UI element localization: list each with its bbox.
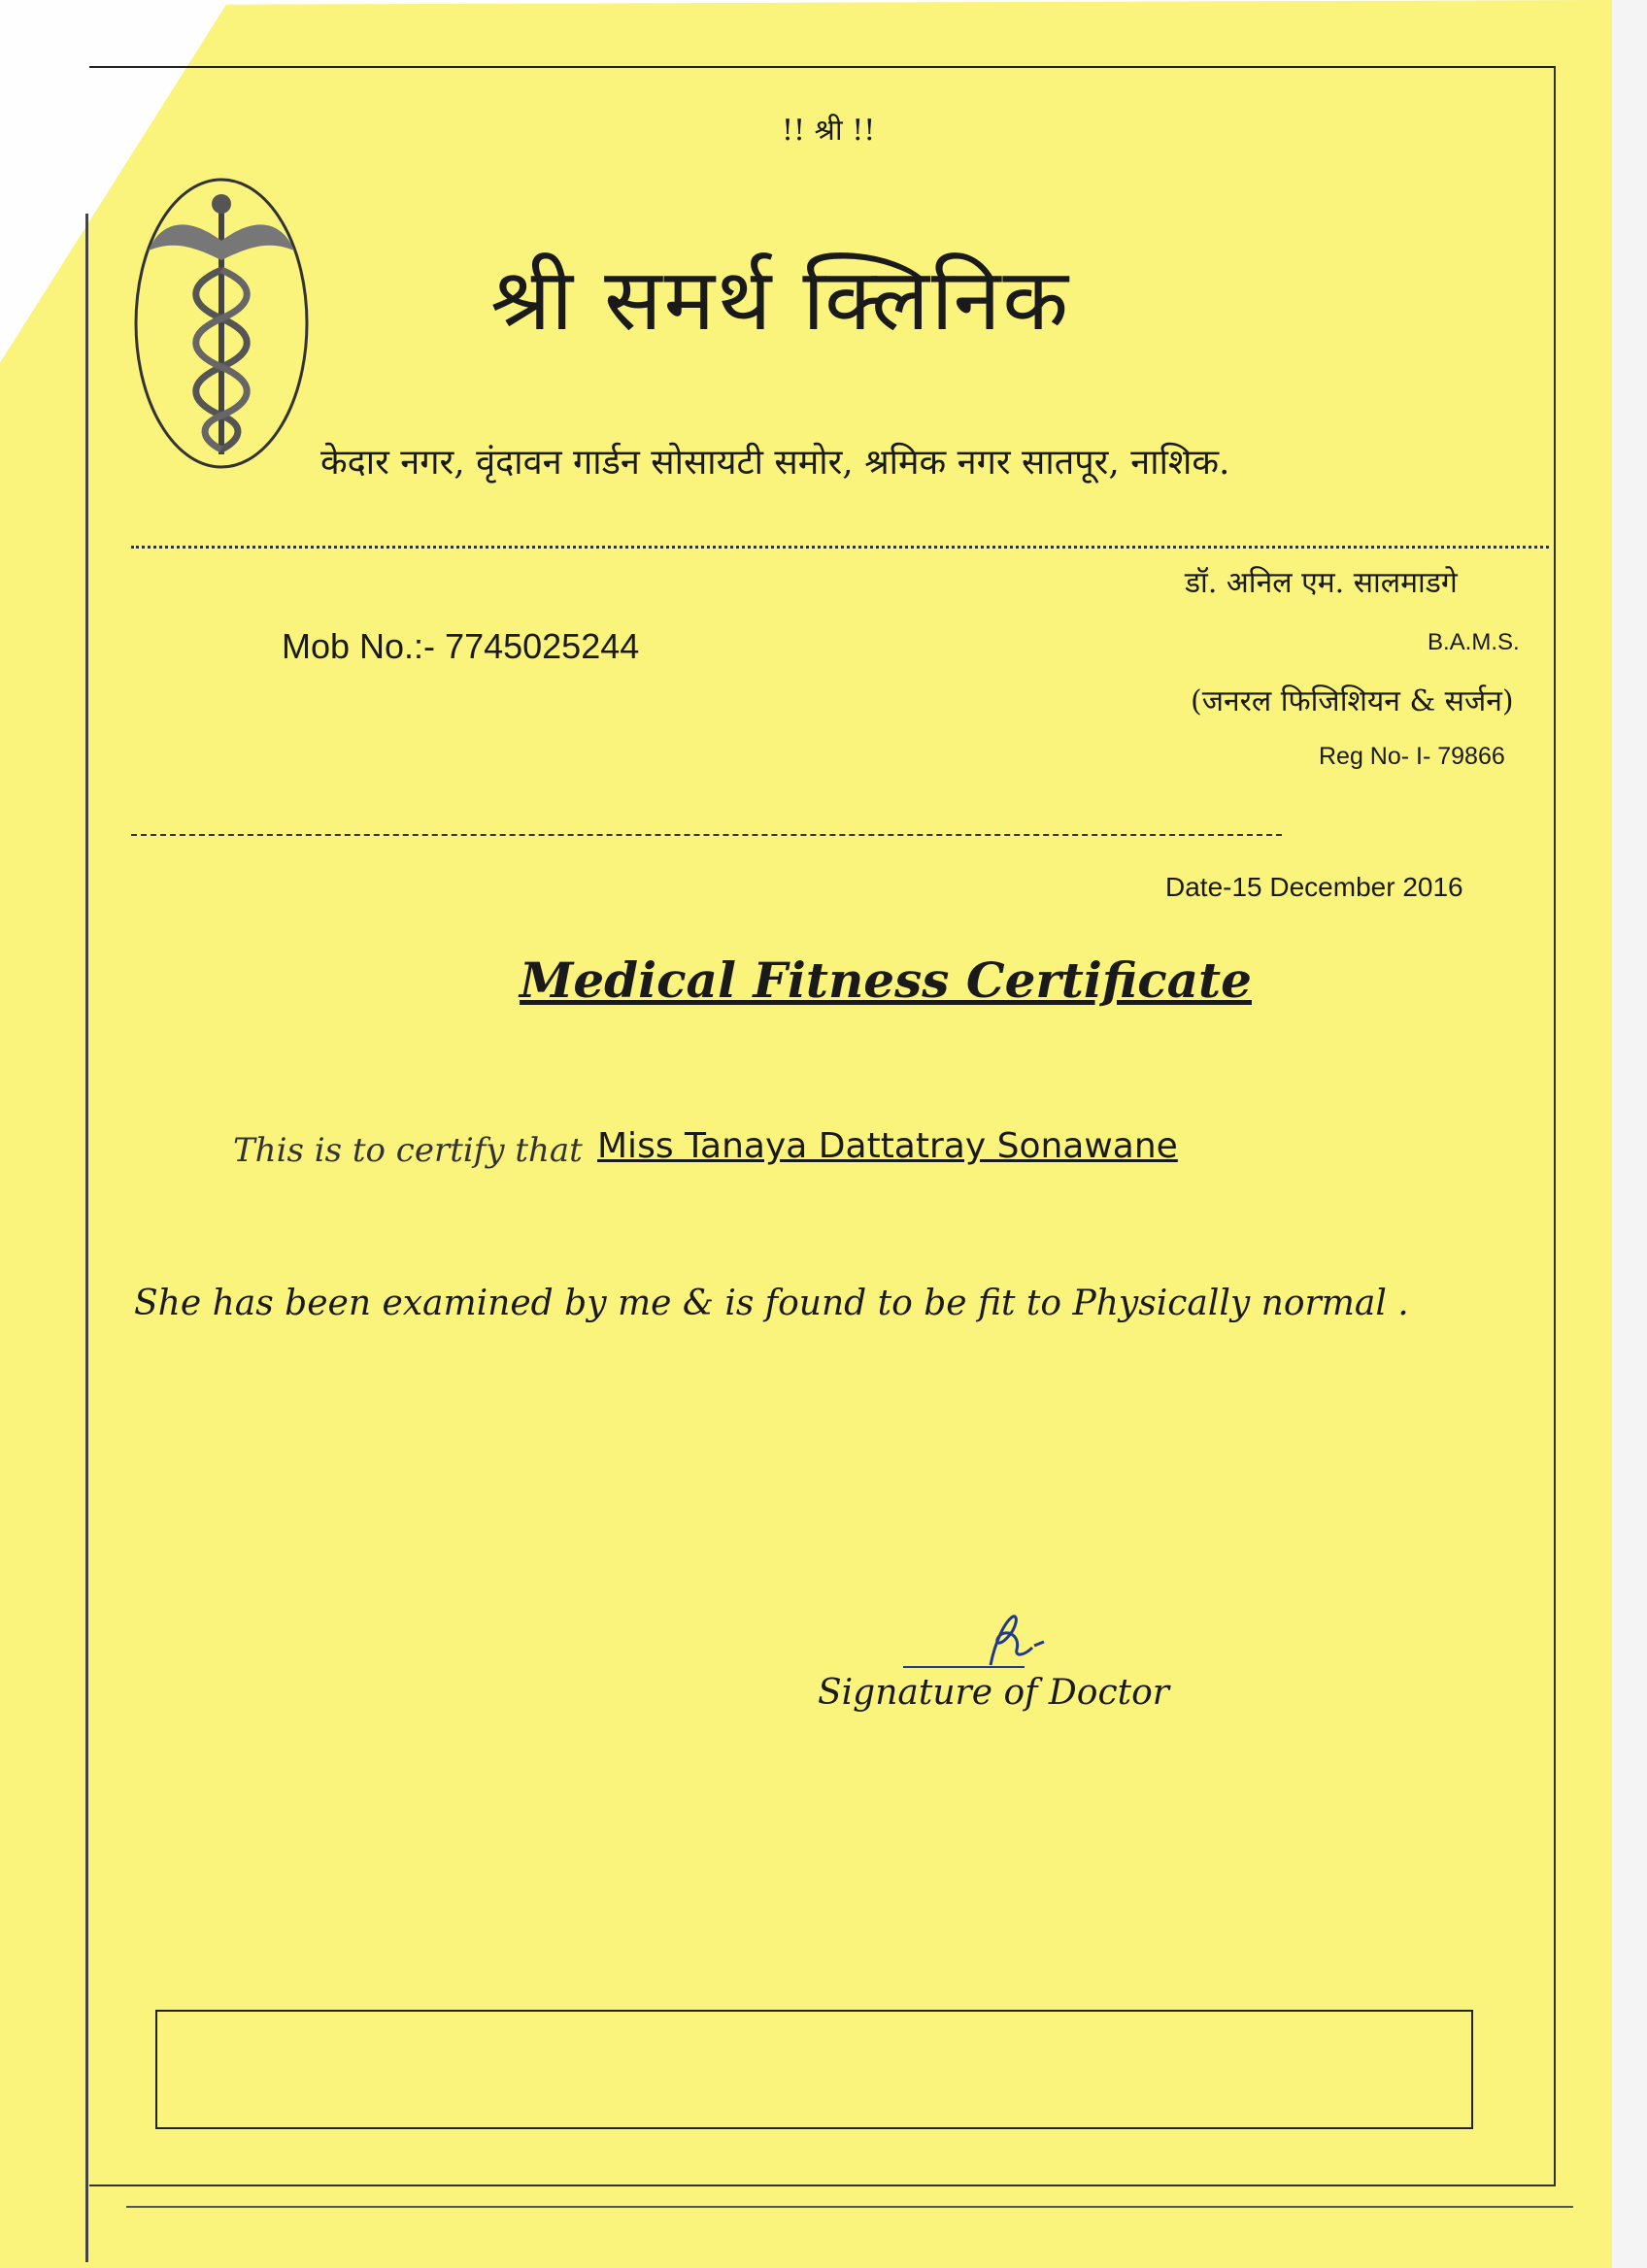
doctor-degree: B.A.M.S. [1428,629,1520,655]
scan-margin [1612,0,1647,2268]
signature-label: Signature of Doctor [818,1673,1169,1713]
doctor-speciality: (जनरल फिजिशियन & सर्जन) [1191,684,1514,718]
clinic-name: श्री समर्थ क्लिनिक [490,250,1071,350]
bottom-border-line [126,2206,1573,2208]
registration-number: Reg No- I- 79866 [1319,743,1505,770]
mobile-number: Mob No.:- 7745025244 [282,626,640,666]
caduceus-emblem-icon [129,173,314,479]
doctor-name: डॉ. अनिल एम. सालमाडगे [1185,566,1458,600]
left-border-line [85,214,88,2262]
patient-name: Miss Tanaya Dattatray Sonawane [597,1126,1178,1166]
certificate-date: Date-15 December 2016 [1165,872,1463,902]
dashed-separator [131,834,1282,836]
invocation-text: !! श्री !! [782,114,876,148]
fitness-statement: She has been examined by me & is found to be fit to Physically normal . [134,1284,1409,1323]
footer-box [155,2010,1473,2129]
dotted-separator [131,546,1549,549]
clinic-address: केदार नगर, वृंदावन गार्डन सोसायटी समोर, श्रमिक नगर सातपूर, नाशिक. [320,443,1230,483]
certify-lead-text: This is to certify that [233,1131,583,1170]
certificate-title: Medical Fitness Certificate [520,951,1252,1009]
